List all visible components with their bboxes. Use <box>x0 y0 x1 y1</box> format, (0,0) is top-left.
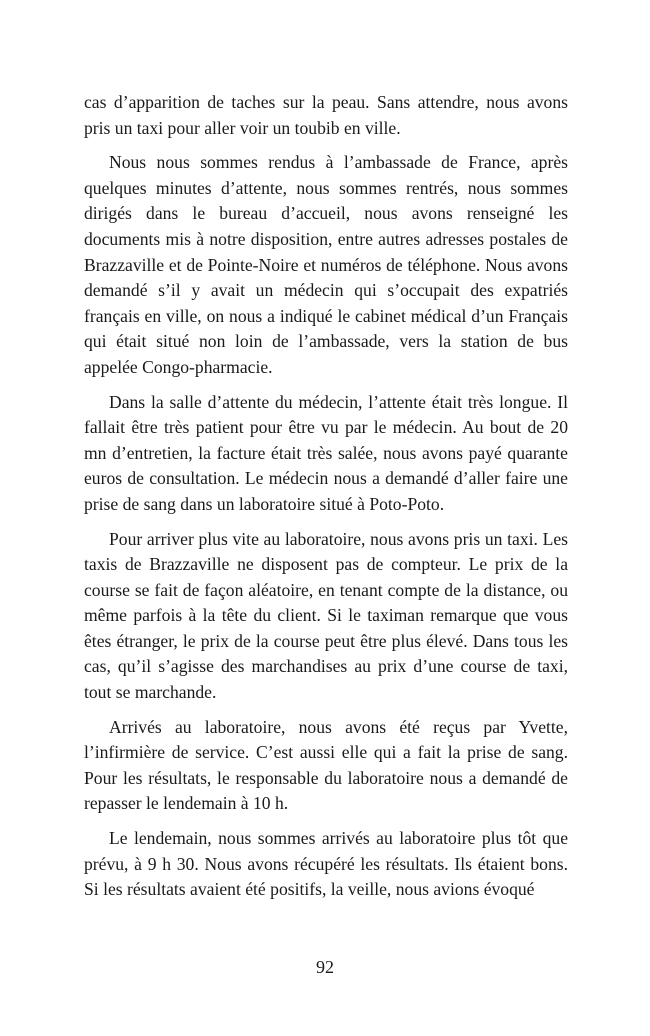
paragraph-5: Arrivés au laboratoire, nous avons été reçus par Yvette, l’infirmière de service. C’est aussi elle qui a fait la prise de sang. Pour les résultats, le responsable du laboratoire nous a demandé de repasser le lendemain à 10 h. <box>84 716 568 814</box>
paragraph-2: Nous nous sommes rendus à l’ambassade de France, après quelques minutes d’attente, nous sommes rentrés, nous sommes dirigés dans le bureau d’accueil, nous avons renseigné les documents mis à notre disposition, entre autres adresses postales de Brazzaville et de Pointe-Noire et numéros de téléphone. Nous avons demandé s’il y avait un médecin qui s’occupait des expatriés français en ville, on nous a indiqué le cabinet médical d’un Français qui était situé non loin de l’ambassade, vers la station de bus appelée Congo-pharmacie. <box>84 152 568 377</box>
paragraph-6: Le lendemain, nous sommes arrivés au laboratoire plus tôt que prévu, à 9 h 30. Nous avons récupéré les résultats. Ils étaient bons. Si les résultats avaient été positifs, la veille, nous avions évoqué <box>84 828 568 900</box>
paragraph-3: Dans la salle d’attente du médecin, l’attente était très longue. Il fallait être très patient pour être vu par le médecin. Au bout de 20 mn d’entretien, la facture était très salée, nous avons payé quarante euros de consultation. Le médecin nous a demandé d’aller faire une prise de sang dans un laboratoire situé à Poto-Poto. <box>84 391 568 514</box>
paragraph-4: Pour arriver plus vite au laboratoire, nous avons pris un taxi. Les taxis de Brazzaville ne disposent pas de compteur. Le prix de la course se fait de façon aléatoire, en tenant compte de la distance, ou même parfois à la tête du client. Si le taximan remarque que vous êtes étranger, le prix de la course peut être plus élevé. Dans tous les cas, qu’il s’agisse des marchandises au prix d’une course de taxi, tout se marchande. <box>84 528 568 703</box>
page-number: 92 <box>316 957 334 977</box>
body-text <box>84 90 568 912</box>
paragraph-1: cas d’apparition de taches sur la peau. Sans attendre, nous avons pris un taxi pour aller voir un toubib en ville. <box>84 92 568 138</box>
